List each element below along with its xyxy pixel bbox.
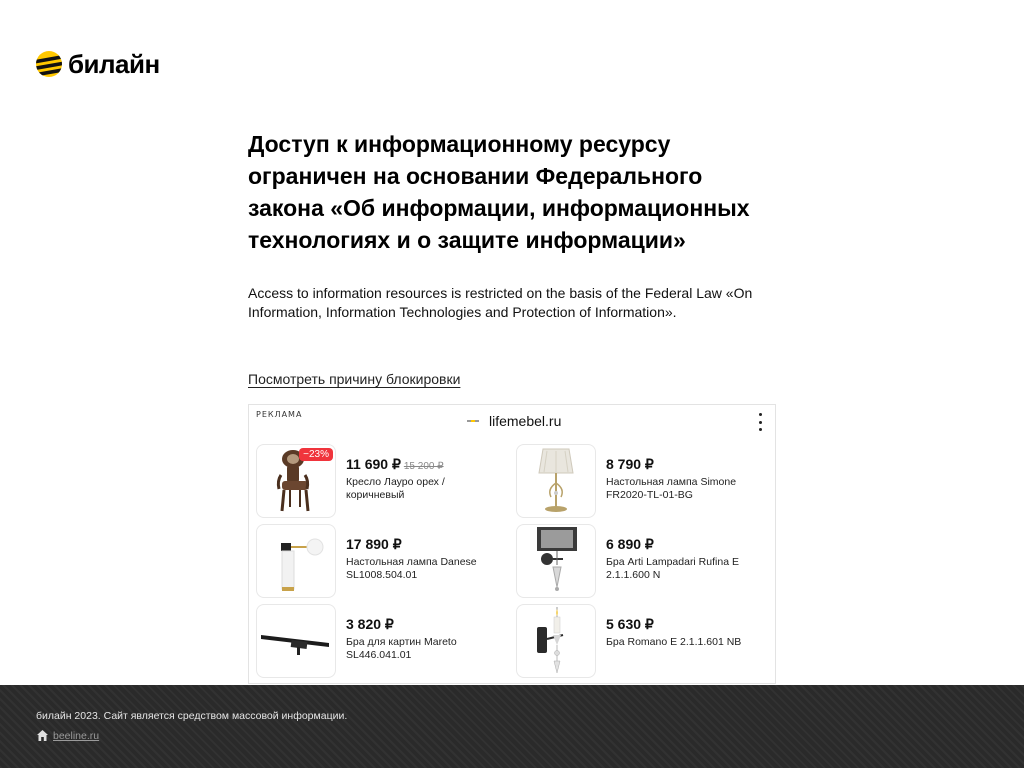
desk-lamp-icon — [257, 525, 335, 597]
product-card[interactable] — [256, 444, 506, 518]
product-image — [516, 524, 596, 598]
brand-name: билайн — [68, 49, 160, 79]
product-image — [256, 524, 336, 598]
product-name: Настольная лампа Simone FR2020-TL-01-BG — [606, 476, 737, 501]
footer-link-row[interactable] — [36, 729, 99, 742]
product-name: Кресло Лауро орех / коричневый — [346, 476, 445, 501]
product-card[interactable] — [516, 524, 766, 598]
product-price: 11 690 ₽ — [346, 456, 401, 472]
product-card[interactable] — [516, 444, 766, 518]
kebab-menu-icon[interactable] — [755, 413, 765, 431]
home-icon — [36, 729, 49, 742]
discount-badge: −23% — [299, 448, 333, 461]
product-name: Бра Arti Lampadari Rufina E 2.1.1.600 N — [606, 556, 739, 581]
ad-label: РЕКЛАМА — [256, 410, 303, 419]
product-image — [256, 604, 336, 678]
product-name: Бра для картин Mareto SL446.041.01 — [346, 636, 457, 661]
product-name: Настольная лампа Danese SL1008.504.01 — [346, 556, 477, 581]
product-price: 5 630 ₽ — [606, 616, 654, 632]
ad-block — [248, 404, 776, 684]
product-card[interactable] — [516, 604, 766, 678]
brand-logo[interactable] — [36, 50, 160, 78]
footer-text: билайн 2023. Сайт является средством массовой информации. — [36, 710, 348, 722]
footer-site-link[interactable]: beeline.ru — [53, 729, 100, 742]
footer — [0, 685, 1024, 768]
block-reason-link[interactable]: Посмотреть причину блокировки — [248, 371, 461, 387]
candle-sconce-icon — [517, 605, 595, 677]
product-card[interactable] — [256, 524, 506, 598]
product-card[interactable] — [256, 604, 506, 678]
product-image — [256, 444, 336, 518]
product-image — [516, 444, 596, 518]
product-price: 8 790 ₽ — [606, 456, 654, 472]
page-subtitle: Access to information resources is restricted on the basis of the Federal Law «On Information, Information Technologies and Protection of Information». — [248, 285, 753, 320]
block-notice — [248, 128, 776, 322]
product-old-price: 15 200 ₽ — [403, 461, 444, 472]
ad-domain[interactable] — [467, 413, 561, 429]
product-price: 6 890 ₽ — [606, 536, 654, 552]
favicon-icon — [467, 415, 479, 427]
wall-sconce-icon — [517, 525, 595, 597]
ad-domain-text: lifemebel.ru — [489, 413, 562, 429]
page-title: Доступ к информационному ресурсу ограничен на основании Федерального закона «Об информации, информационных технологиях и о защите информации» — [248, 131, 750, 253]
product-price: 3 820 ₽ — [346, 616, 394, 632]
product-price: 17 890 ₽ — [346, 536, 402, 552]
picture-light-icon — [257, 605, 335, 677]
beeline-logo-icon — [36, 51, 62, 77]
table-lamp-icon — [517, 445, 595, 517]
product-name: Бра Romano E 2.1.1.601 NB — [606, 636, 742, 648]
product-image — [516, 604, 596, 678]
